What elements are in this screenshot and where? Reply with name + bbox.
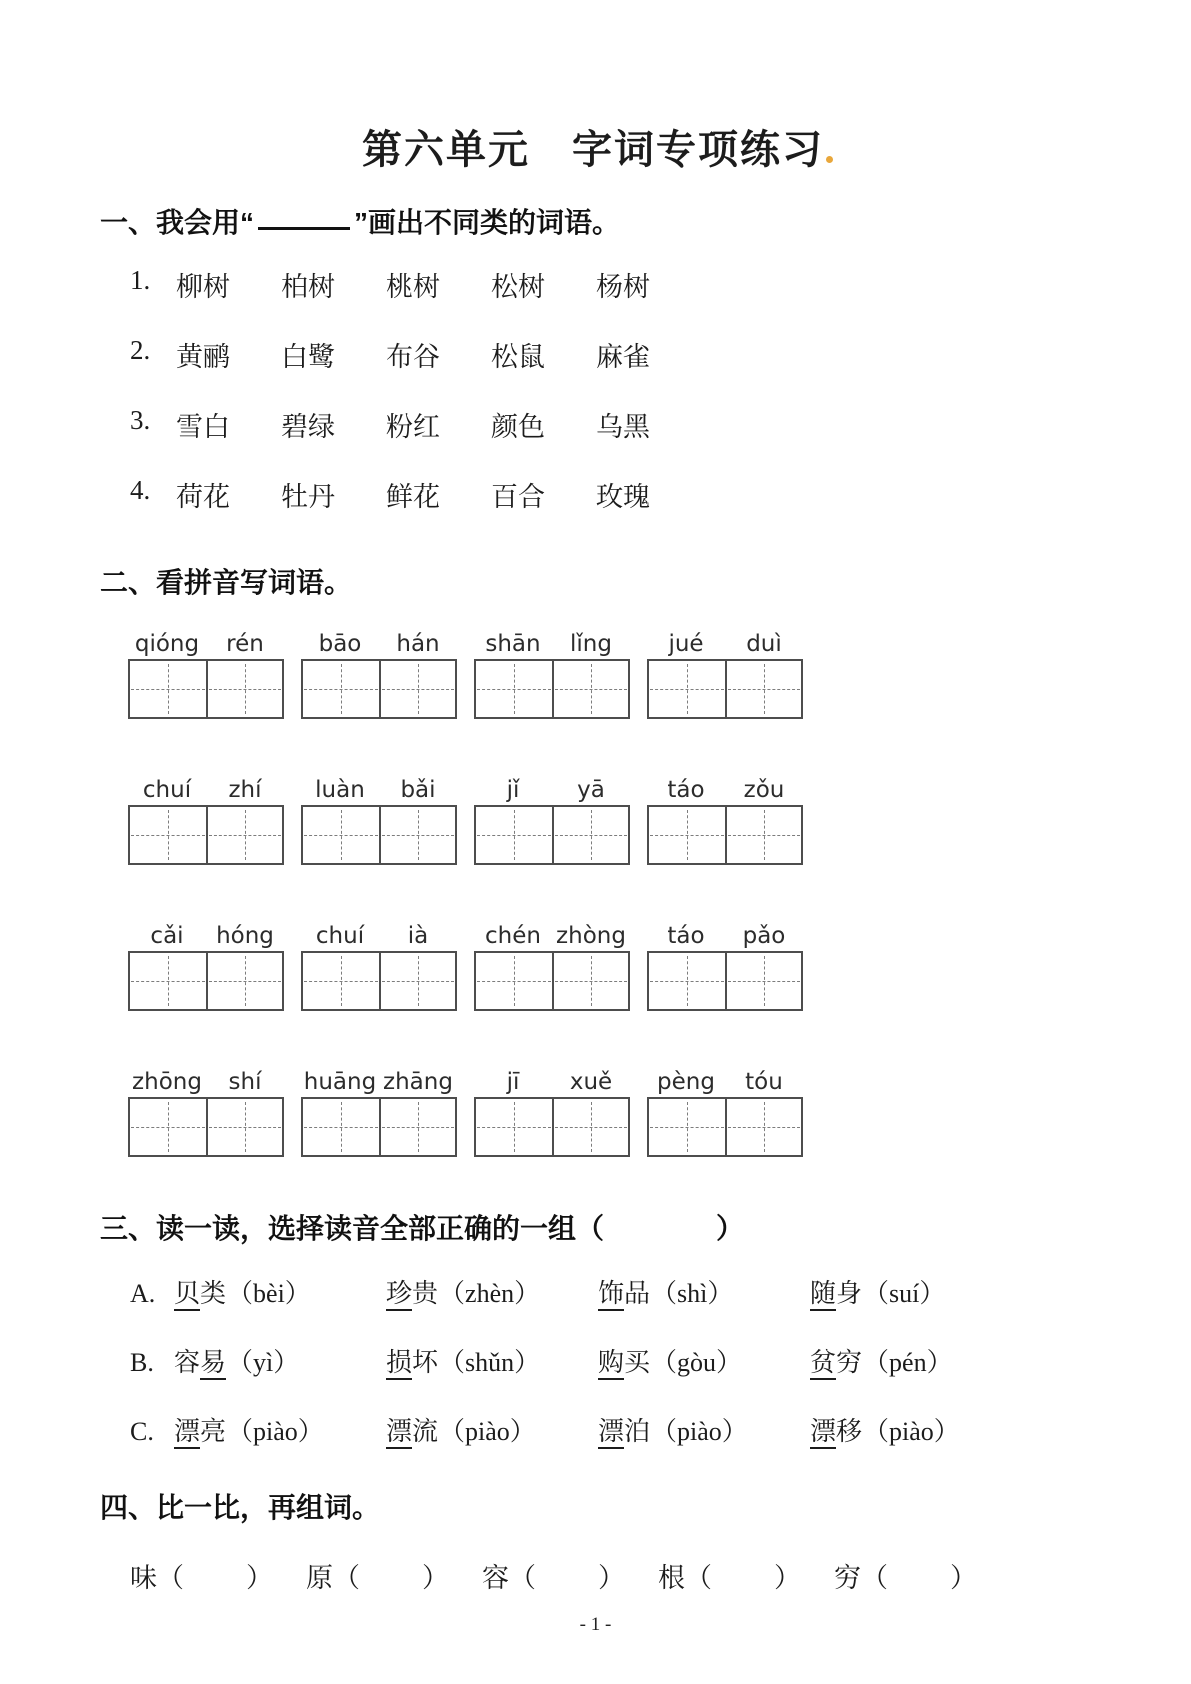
pinyin-label: jué (668, 630, 704, 657)
writing-cell (379, 1099, 455, 1155)
writing-cell (725, 1099, 801, 1155)
pinyin-group (647, 915, 803, 1011)
writing-cell (552, 1099, 628, 1155)
writing-boxes (474, 1097, 630, 1157)
pinyin-group (647, 1061, 803, 1157)
section1-heading-post: ”画出不同类的词语。 (354, 207, 621, 238)
word-row (130, 475, 1095, 514)
word: 柏树 (281, 272, 335, 302)
pinyin-label: táo (667, 776, 705, 803)
pinyin-label: qióng (134, 630, 200, 657)
section3-heading-post: ） (716, 1213, 745, 1244)
pinyin-label: lǐng (570, 630, 612, 657)
word: 桃树 (386, 272, 440, 302)
writing-boxes (474, 659, 630, 719)
pinyin-label: hóng (216, 922, 274, 949)
pinyin-group (647, 769, 803, 865)
pinyin-group (301, 769, 457, 865)
writing-cell (303, 953, 379, 1009)
pinyin-row (128, 623, 1095, 719)
word-row (130, 265, 1095, 304)
option-item: 漂流（piào） (386, 1411, 598, 1448)
pinyin-label: chuí (142, 776, 192, 803)
option-row-a (130, 1273, 1095, 1310)
pinyin-annotation: （gòu） (651, 1348, 743, 1377)
pinyin-label: zhí (228, 776, 262, 803)
pinyin-annotation: （piào） (651, 1417, 748, 1446)
pinyin-label: chuí (315, 922, 365, 949)
writing-cell (130, 661, 206, 717)
option-label: C. (130, 1417, 154, 1446)
writing-cell (725, 807, 801, 863)
writing-boxes (128, 659, 284, 719)
option-item: 饰品（shì） (598, 1273, 810, 1310)
pinyin-label: bāo (318, 630, 362, 657)
writing-cell (303, 661, 379, 717)
pinyin-annotation: （piào） (227, 1417, 324, 1446)
pinyin-group (474, 769, 630, 865)
option-row-c (130, 1411, 1095, 1448)
writing-cell (476, 661, 552, 717)
pinyin-label: yā (577, 776, 605, 803)
writing-boxes (128, 1097, 284, 1157)
pinyin-group (301, 915, 457, 1011)
pinyin-label: cǎi (150, 922, 184, 949)
zuci-item: 穷（ ） (834, 1563, 977, 1593)
writing-cell (476, 807, 552, 863)
zuci-char: 穷 (834, 1563, 861, 1593)
pinyin-label: pèng (657, 1068, 715, 1095)
pinyin-group (301, 623, 457, 719)
pinyin-annotation: （shì） (651, 1279, 734, 1308)
pinyin-label: zǒu (743, 776, 785, 803)
pinyin-group (128, 769, 284, 865)
zuci-item: 根（ ） (658, 1563, 801, 1593)
word-row (130, 335, 1095, 374)
writing-cell (303, 807, 379, 863)
word: 杨树 (596, 272, 650, 302)
word: 麻雀 (596, 342, 650, 372)
pinyin-annotation: （shǔn） (439, 1348, 541, 1377)
pinyin-group (128, 915, 284, 1011)
word: 乌黑 (596, 412, 650, 442)
word: 粉红 (386, 412, 440, 442)
option-item: 漂亮（piào） (174, 1411, 386, 1448)
option-item: 漂泊（piào） (598, 1411, 810, 1448)
title-dot-decoration (826, 156, 833, 163)
word: 白鹭 (281, 342, 335, 372)
pinyin-annotation: （piào） (863, 1417, 960, 1446)
pinyin-label: pǎo (742, 922, 786, 949)
writing-cell (476, 1099, 552, 1155)
writing-cell (206, 807, 282, 863)
writing-boxes (474, 805, 630, 865)
option-item: 贝类（bèi） (174, 1273, 386, 1310)
pinyin-group (128, 1061, 284, 1157)
pinyin-group (474, 1061, 630, 1157)
section3-options (100, 1255, 1095, 1486)
writing-boxes (301, 805, 457, 865)
writing-cell (379, 953, 455, 1009)
page-title-text: 第六单元 字词专项练习 (362, 127, 824, 172)
option-item: 珍贵（zhèn） (386, 1273, 598, 1310)
section1-heading-pre: 一、我会用“ (100, 207, 255, 238)
option-item: 损坏（shǔn） (386, 1342, 598, 1379)
writing-cell (649, 661, 725, 717)
pinyin-annotation: （yì） (227, 1348, 300, 1377)
writing-boxes (301, 1097, 457, 1157)
writing-cell (476, 953, 552, 1009)
option-item: 随身（suí） (810, 1273, 945, 1310)
pinyin-group (474, 623, 630, 719)
writing-cell (130, 807, 206, 863)
writing-cell (379, 661, 455, 717)
pinyin-annotation: （pén） (863, 1348, 953, 1377)
pinyin-group (647, 623, 803, 719)
writing-cell (725, 953, 801, 1009)
writing-boxes (647, 805, 803, 865)
word: 荷花 (176, 482, 230, 512)
pinyin-label: chén (485, 922, 541, 949)
pinyin-label: luàn (315, 776, 365, 803)
writing-cell (206, 953, 282, 1009)
pinyin-label: ià (407, 922, 429, 949)
pinyin-label: rén (226, 630, 264, 657)
option-item: 容易（yì） (174, 1342, 386, 1379)
pinyin-grid-area (100, 609, 1095, 1157)
section3-heading-pre: 三、读一读，选择读音全部正确的一组（ (100, 1213, 605, 1244)
row-number: 4. (130, 475, 151, 505)
writing-boxes (301, 951, 457, 1011)
option-item: 漂移（piào） (810, 1411, 960, 1448)
word: 颜色 (491, 412, 545, 442)
option-label: A. (130, 1279, 156, 1308)
pinyin-label: hán (396, 630, 440, 657)
zuci-item: 容（ ） (482, 1563, 625, 1593)
zuci-char: 容 (482, 1563, 509, 1593)
row-number: 1. (130, 265, 151, 295)
zuci-char: 味 (130, 1563, 157, 1593)
writing-boxes (474, 951, 630, 1011)
zuci-item: 味（ ） (130, 1563, 273, 1593)
option-row-b (130, 1342, 1095, 1379)
pinyin-label: duì (746, 630, 782, 657)
word: 雪白 (176, 412, 230, 442)
page-title (100, 118, 1095, 175)
pinyin-label: táo (667, 922, 705, 949)
pinyin-annotation: （zhèn） (439, 1279, 541, 1308)
pinyin-label: zhòng (556, 922, 626, 949)
pinyin-annotation: （suí） (863, 1279, 946, 1308)
word: 布谷 (386, 342, 440, 372)
pinyin-annotation: （piào） (439, 1417, 536, 1446)
writing-cell (303, 1099, 379, 1155)
writing-cell (725, 661, 801, 717)
section1-word-rows (100, 249, 1095, 555)
writing-boxes (301, 659, 457, 719)
word: 碧绿 (281, 412, 335, 442)
pinyin-group (301, 1061, 457, 1157)
zuci-item: 原（ ） (306, 1563, 449, 1593)
pinyin-label: jǐ (506, 776, 520, 803)
writing-cell (649, 1099, 725, 1155)
section1-heading (100, 201, 1095, 241)
pinyin-label: shān (485, 630, 541, 657)
option-item: 贫穷（pén） (810, 1342, 953, 1379)
section4-heading: 四、比一比，再组词。 (100, 1492, 381, 1523)
writing-boxes (647, 951, 803, 1011)
pinyin-label: xuě (569, 1068, 613, 1095)
writing-cell (552, 661, 628, 717)
section4-items (100, 1534, 1095, 1595)
pinyin-group (474, 915, 630, 1011)
pinyin-label: bǎi (400, 776, 436, 803)
writing-boxes (647, 659, 803, 719)
page-number: - 1 - (579, 1614, 612, 1635)
word: 玫瑰 (596, 482, 650, 512)
section3-heading (100, 1207, 1095, 1247)
writing-cell (206, 1099, 282, 1155)
writing-cell (206, 661, 282, 717)
pinyin-row (128, 915, 1095, 1011)
pinyin-group (128, 623, 284, 719)
writing-cell (130, 1099, 206, 1155)
option-item: 购买（gòu） (598, 1342, 810, 1379)
zuci-char: 原 (306, 1563, 333, 1593)
section2-heading: 二、看拼音写词语。 (100, 567, 353, 598)
word: 松鼠 (491, 342, 545, 372)
writing-boxes (647, 1097, 803, 1157)
writing-cell (130, 953, 206, 1009)
word: 黄鹂 (176, 342, 230, 372)
pinyin-label: zhāng (383, 1068, 453, 1095)
word: 松树 (491, 272, 545, 302)
zuci-char: 根 (658, 1563, 685, 1593)
pinyin-annotation: （bèi） (227, 1279, 311, 1308)
writing-boxes (128, 805, 284, 865)
pinyin-label: jī (506, 1068, 520, 1095)
writing-cell (649, 807, 725, 863)
writing-cell (379, 807, 455, 863)
pinyin-label: huāng (303, 1068, 377, 1095)
word: 百合 (491, 482, 545, 512)
word-row (130, 405, 1095, 444)
option-label: B. (130, 1348, 154, 1377)
writing-boxes (128, 951, 284, 1011)
word: 柳树 (176, 272, 230, 302)
writing-cell (552, 807, 628, 863)
row-number: 3. (130, 405, 151, 435)
row-number: 2. (130, 335, 151, 365)
underline-blank (258, 226, 350, 230)
pinyin-label: zhōng (132, 1068, 202, 1095)
word: 牡丹 (281, 482, 335, 512)
writing-cell (552, 953, 628, 1009)
word: 鲜花 (386, 482, 440, 512)
pinyin-row (128, 1061, 1095, 1157)
pinyin-label: shí (228, 1068, 262, 1095)
pinyin-row (128, 769, 1095, 865)
writing-cell (649, 953, 725, 1009)
pinyin-label: tóu (745, 1068, 783, 1095)
